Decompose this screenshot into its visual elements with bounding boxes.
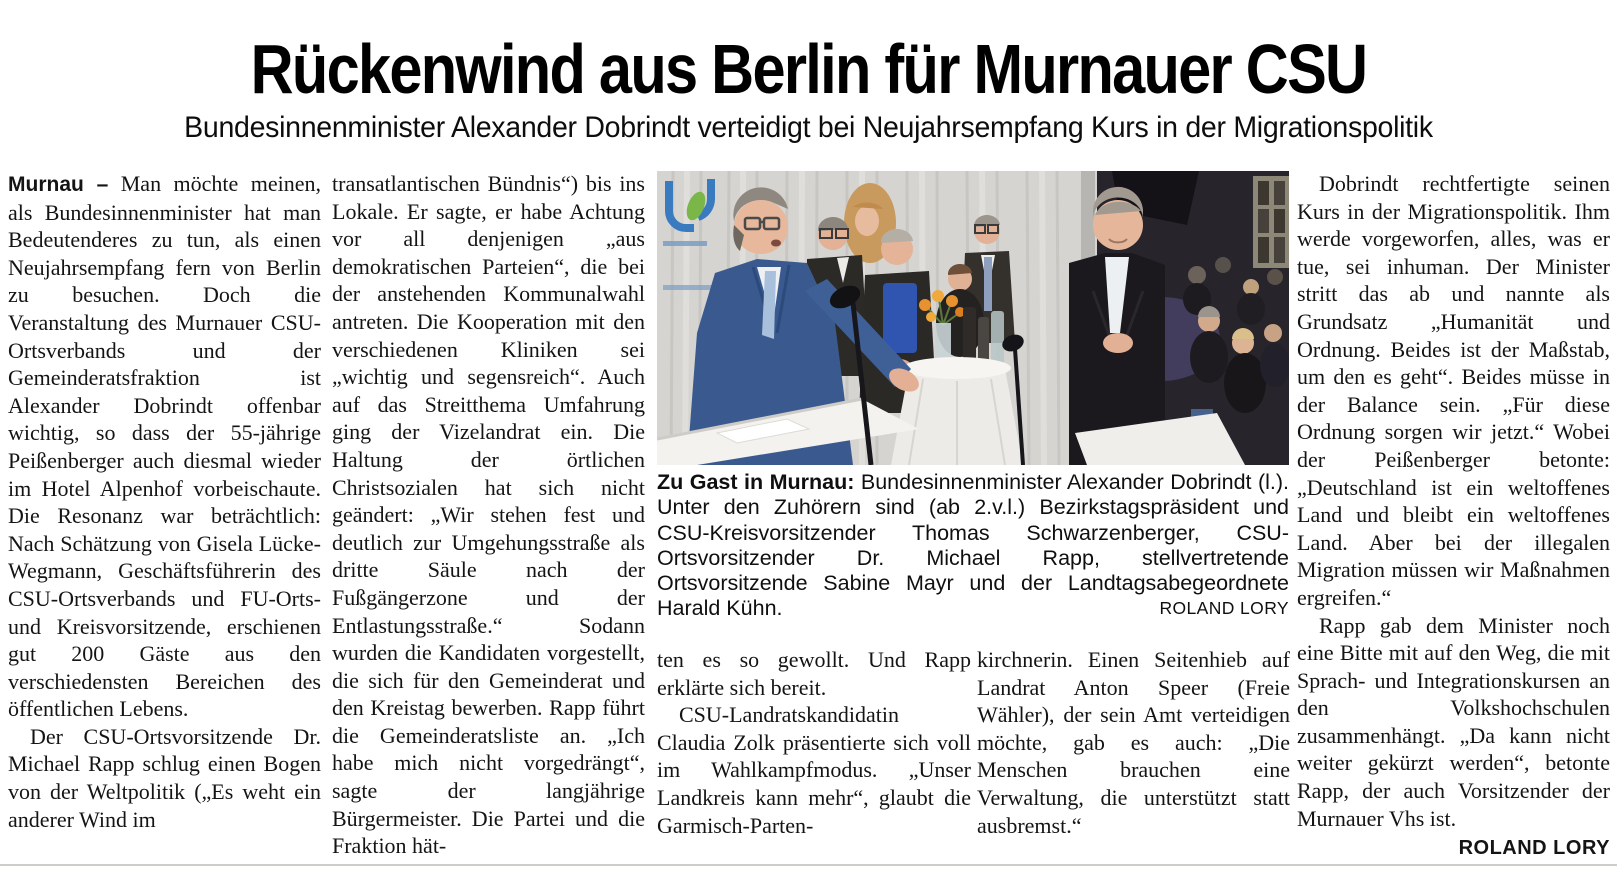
carafe [991, 311, 1004, 365]
bottle [978, 317, 989, 365]
text-column-1 [8, 170, 321, 833]
text-column-3 [657, 646, 971, 839]
paragraph: CSU-Landratskandidatin Claudia Zolk präsentierte sich voll im Wahlkampfmodus. „Unser Landkreis kann mehr“, glaubt die Garmisch-Parten- [657, 702, 971, 838]
article-photo [657, 171, 1289, 465]
paragraph: ten es so gewollt. Und Rapp erklärte sich bereit. [657, 647, 971, 700]
dateline-lead: Murnau – [8, 173, 109, 196]
text-column-2 [332, 170, 645, 860]
paragraph [8, 170, 321, 723]
caption-credit: ROLAND LORY [1159, 597, 1289, 618]
caption-lead: Zu Gast in Murnau: [657, 470, 855, 494]
photo-illustration [657, 171, 1289, 465]
paragraph: kirchnerin. Einen Seitenhieb auf Landrat Anton Speer (Freie Wähler), der sein Amt verteidigen möchte, gab es auch: „Die Menschen brauchen eine Verwaltung, die unterstützt statt ausbremst.“ [977, 647, 1290, 838]
mouth [771, 240, 781, 247]
bottle [963, 307, 976, 365]
caption-text: Bundesinnenminister Alexander Dobrindt (l.). Unter den Zuhörern sind (ab 2.v.l.) Bezirkstagspräsident und CSU-Kreisvorsitzender Thomas Schwarzenberger, CSU-Ortsvorsitzender Dr. Michael Rapp, stellvertretende Ortsvorsitzende Sabine Mayr und der Landtagsabegeordnete Harald Kühn. [657, 470, 1290, 621]
paragraph: transatlantischen Bündnis“) bis ins Lokale. Er sagte, er habe Achtung vor all denjenigen „aus demokratischen Parteien“, die bei der anstehenden Kommunalwahl antreten. Die Kooperation mit den verschiedenen Kliniken sei „wichtig und segensreich“. Auch auf das Streitthema Umfahrung ging der Vizelandrat ein. Die Haltung der örtlichen Christsozialen hat sich nicht geändert: „Wir stehen fest und deutlich zur Umgehungsstraße als dritte Säule nach der Fußgängerzone und der Entlastungsstraße.“ Sodann wurden die Kandidaten vorgestellt, die sich für den Gemeinderat und den Kreistag bewerben. Rapp führt die Gemeinderatsliste an. „Ich habe mich nicht vorgedrängt“, sagte der langjährige Bürgermeister. Die Partei und die Fraktion hät- [332, 171, 645, 859]
text-column-5 [1297, 170, 1610, 863]
article-byline: ROLAND LORY [1458, 837, 1610, 860]
window-frame [1253, 176, 1289, 268]
photo-caption [657, 470, 1289, 622]
paragraph: Rapp gab dem Minister noch eine Bitte mit auf den Weg, die mit Sprach- und Integrationskursen an den Volkshochschulen zusammenhängt. „Da kann nicht weiter gekürzt werden“, betonte Rapp, der auch Vorsitzender der Murnauer Vhs ist. [1297, 612, 1610, 831]
paragraph: Der CSU-Ortsvorsitzende Dr. Michael Rapp schlug einen Bogen von der Weltpolitik („Es weht ein anderer Wind im [8, 723, 321, 832]
bottom-rule [0, 864, 1617, 866]
paragraph: Dobrindt rechtfertigte seinen Kurs in der Migrationspolitik. Ihm werde vorgeworfen, alles, was er tue, sei inhuman. Der Minister stritt das ab und nannte als Grundsatz „Humanität und Ordnung. Beides ist der Maßstab, um den es geht“. Beides müsse in der Balance sein. „Für diese Ordnung sorgen wir jetzt.“ Wobei der Peißenberger betonte: „Deutschland ist ein weltoffenes Land und bleibt ein weltoffenes Land. Aber bei der illegalen Migration müssen wir Maßnahmen ergreifen.“ [1297, 171, 1610, 610]
paragraph-text: Man möchte meinen, als Bundesinnenminister hat man Bedeutenderes zu tun, als einen Neujahrsempfang fern von Berlin zu besuchen. Doch die Veranstaltung des Murnauer CSU-Ortsverbands und der Gemeinderatsfraktion ist Alexander Dobrindt offenbar wichtig, so dass der 55-jährige Peißenberger auch diesmal wieder im Hotel Alpenhof vorbeischaute. Die Resonanz war beträchtlich: Nach Schätzung von Gisela Lücke-Wegmann, Geschäftsführerin des CSU-Ortsverbands und FU-Orts- und Kreisvorsitzende, erschienen gut 200 Gäste aus den verschiedensten Bereichen des öffentlichen Lebens. [8, 171, 321, 722]
article-headline: Rückenwind aus Berlin für Murnauer CSU [250, 30, 1367, 108]
text-column-4 [977, 646, 1290, 839]
article-subheadline: Bundesinnenminister Alexander Dobrindt verteidigt bei Neujahrsempfang Kurs in der Migrationspolitik [184, 111, 1433, 144]
